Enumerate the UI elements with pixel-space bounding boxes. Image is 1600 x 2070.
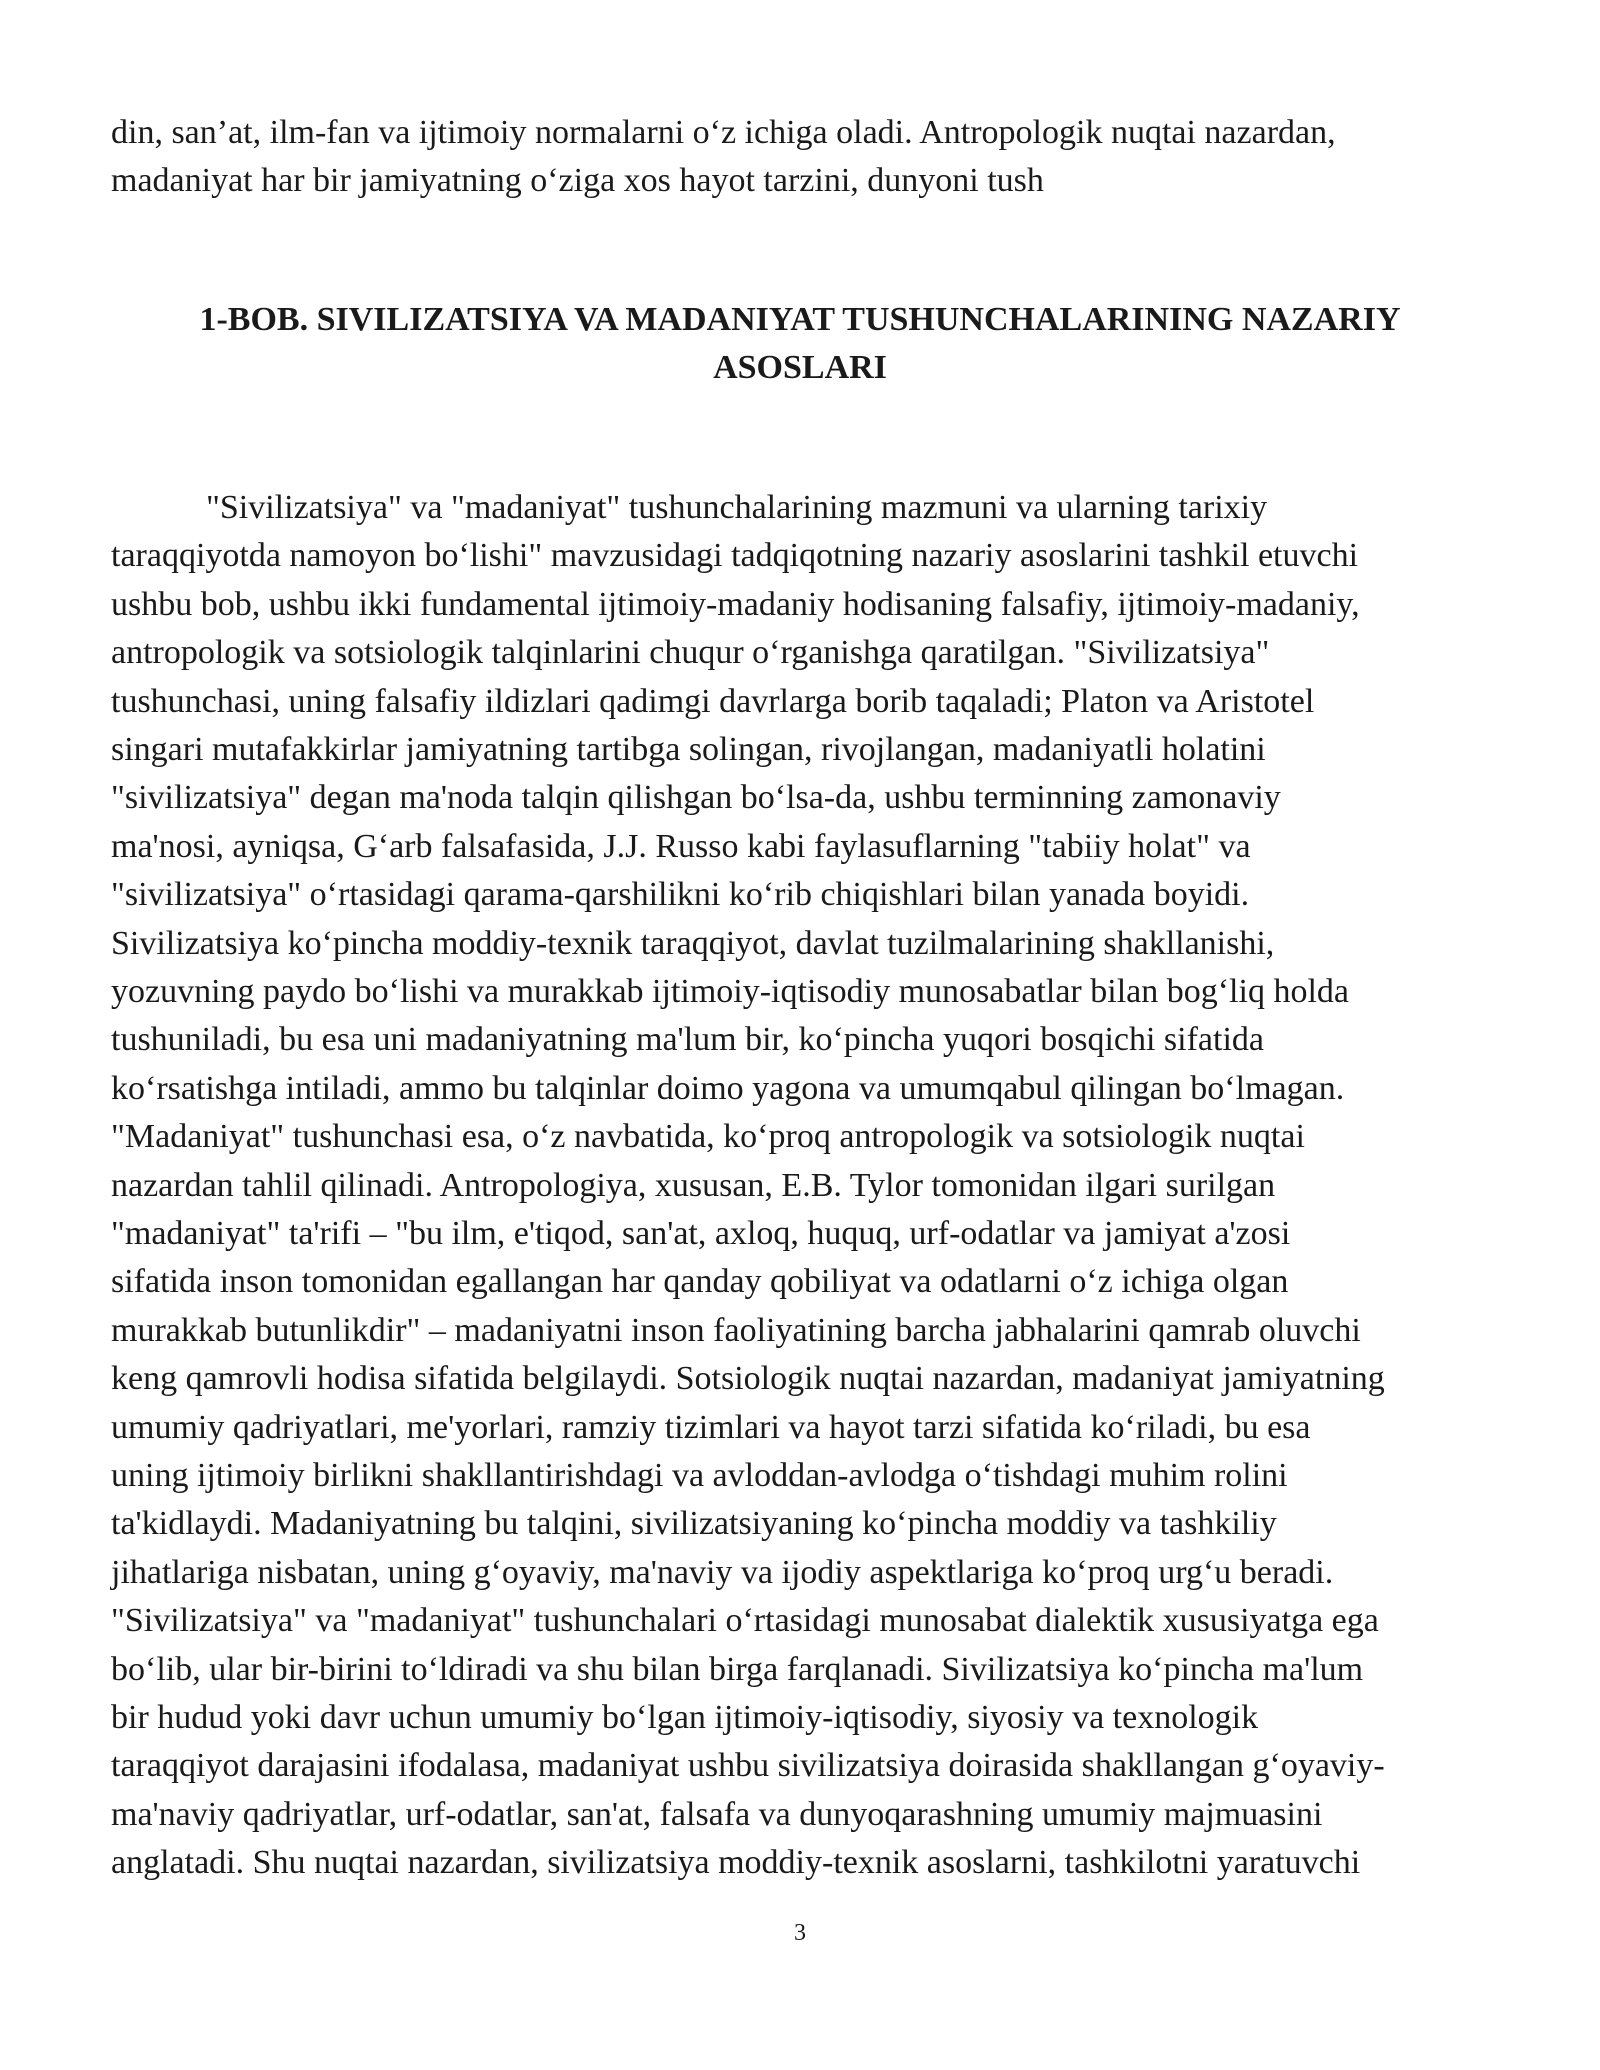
body-text-line: "Madaniyat" tushunchasi esa, o‘z navbatida, ko‘proq antropologik va sotsiologik nuqtai (111, 1118, 1305, 1155)
body-text-line: anglatadi. Shu nuqtai nazardan, sivilizatsiya moddiy-texnik asoslarni, tashkilotni yaratuvchi (111, 1844, 1361, 1881)
body-text-line: tushunchasi, uning falsafiy ildizlari qadimgi davrlarga borib taqaladi; Platon va Aristotel (111, 683, 1315, 720)
body-text-line: ma'nosi, ayniqsa, G‘arb falsafasida, J.J. Russo kabi faylasuflarning "tabiiy holat" va (111, 828, 1251, 865)
chapter-heading-line-2: ASOSLARI (713, 349, 887, 386)
body-text-line: umumiy qadriyatlari, me'yorlari, ramziy tizimlari va hayot tarzi sifatida ko‘riladi, bu esa (111, 1409, 1311, 1446)
body-text-line: "sivilizatsiya" o‘rtasidagi qarama-qarshilikni ko‘rib chiqishlari bilan yanada boyidi. (111, 876, 1250, 913)
body-text-line: keng qamrovli hodisa sifatida belgilaydi. Sotsiologik nuqtai nazardan, madaniyat jamiyatning (111, 1360, 1385, 1397)
body-text-line: bo‘lib, ular bir-birini to‘ldiradi va shu bilan birga farqlanadi. Sivilizatsiya ko‘pincha ma'lum (111, 1651, 1364, 1688)
body-text-line: yozuvning paydo bo‘lishi va murakkab ijtimoiy-iqtisodiy munosabatlar bilan bog‘liq holda (111, 973, 1349, 1010)
body-text-line: antropologik va sotsiologik talqinlarini chuqur o‘rganishga qaratilgan. "Sivilizatsiya" (111, 634, 1270, 671)
body-text-line: Sivilizatsiya ko‘pincha moddiy-texnik taraqqiyot, davlat tuzilmalarining shakllanishi, (111, 925, 1275, 962)
body-text-line: murakkab butunlikdir" – madaniyatni inson faoliyatining barcha jabhalarini qamrab oluvchi (111, 1312, 1361, 1349)
body-text-line: ushbu bob, ushbu ikki fundamental ijtimoiy-madaniy hodisaning falsafiy, ijtimoiy-madaniy, (111, 586, 1360, 623)
body-text-line: "sivilizatsiya" degan ma'noda talqin qilishgan bo‘lsa-da, ushbu terminning zamonaviy (111, 779, 1281, 816)
intro-text-line: din, san’at, ilm-fan va ijtimoiy normalarni o‘z ichiga oladi. Antropologik nuqtai nazardan, (111, 114, 1336, 151)
body-text-line: taraqqiyotda namoyon bo‘lishi" mavzusidagi tadqiqotning nazariy asoslarini tashkil etuvchi (111, 537, 1359, 574)
body-text-line: taraqqiyot darajasini ifodalasa, madaniyat ushbu sivilizatsiya doirasida shakllangan g‘oyaviy- (111, 1747, 1385, 1784)
body-text-line-first: "Sivilizatsiya" va "madaniyat" tushunchalarining mazmuni va ularning tarixiy (206, 489, 1268, 526)
body-text-line: tushuniladi, bu esa uni madaniyatning ma'lum bir, ko‘pincha yuqori bosqichi sifatida (111, 1021, 1264, 1058)
intro-text-line: madaniyat har bir jamiyatning o‘ziga xos hayot tarzini, dunyoni tush (111, 162, 1044, 199)
body-text-line: ta'kidlaydi. Madaniyatning bu talqini, sivilizatsiyaning ko‘pincha moddiy va tashkiliy (111, 1505, 1277, 1542)
body-text-line: "madaniyat" ta'rifi – "bu ilm, e'tiqod, san'at, axloq, huquq, urf-odatlar va jamiyat a'zosi (111, 1215, 1291, 1252)
body-text-line: nazardan tahlil qilinadi. Antropologiya, xususan, E.B. Tylor tomonidan ilgari surilgan (111, 1167, 1276, 1204)
body-text-line: "Sivilizatsiya" va "madaniyat" tushunchalari o‘rtasidagi munosabat dialektik xususiyatga ega (111, 1602, 1379, 1639)
body-text-line: jihatlariga nisbatan, uning g‘oyaviy, ma'naviy va ijodiy aspektlariga ko‘proq urg‘u beradi. (111, 1554, 1334, 1591)
body-text-line: ko‘rsatishga intiladi, ammo bu talqinlar doimo yagona va umumqabul qilingan bo‘lmagan. (111, 1070, 1345, 1107)
body-text-line: singari mutafakkirlar jamiyatning tartibga solingan, rivojlangan, madaniyatli holatini (111, 731, 1266, 768)
chapter-heading-line-1: 1-BOB. SIVILIZATSIYA VA MADANIYAT TUSHUNCHALARINING NAZARIY (199, 301, 1401, 338)
body-text-line: bir hudud yoki davr uchun umumiy bo‘lgan ijtimoiy-iqtisodiy, siyosiy va texnologik (111, 1699, 1259, 1736)
body-text-line: sifatida inson tomonidan egallangan har qanday qobiliyat va odatlarni o‘z ichiga olgan (111, 1263, 1289, 1300)
page-number: 3 (794, 1920, 806, 1946)
body-text-line: ma'naviy qadriyatlar, urf-odatlar, san'at, falsafa va dunyoqarashning umumiy majmuasini (111, 1796, 1323, 1833)
body-text-line: uning ijtimoiy birlikni shakllantirishdagi va avloddan-avlodga o‘tishdagi muhim rolini (111, 1457, 1288, 1494)
